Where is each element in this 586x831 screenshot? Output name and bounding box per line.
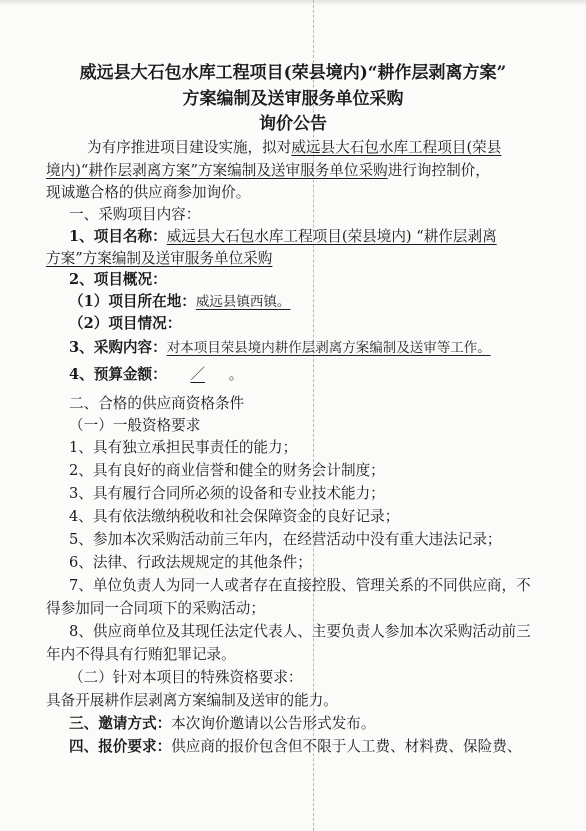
item4-label: 4、预算金额： <box>69 366 167 383</box>
req-item-1: 1、具有独立承担民事责任的能力； <box>69 439 298 456</box>
sub1-value: 威远县镇西镇。 <box>195 294 291 310</box>
item1-value: 威远县大石包水库工程项目(荣县境内) “耕作层剥离 <box>166 228 497 245</box>
req-item-4: 4、具有依法缴纳税收和社会保障资金的良好记录； <box>69 508 400 525</box>
intro-line1 <box>87 138 501 158</box>
req-item-8-line2: 年内不得具有行贿犯罪记录。 <box>46 646 236 663</box>
req-item-5: 5、参加本次采购活动前三年内，在经营活动中没有重大违法记录； <box>69 531 502 548</box>
section2-heading: 二、合格的供应商资格条件 <box>69 395 245 412</box>
item2-label: 2、项目概况： <box>69 271 167 288</box>
item4-end: 。 <box>228 366 244 383</box>
item3-label: 3、采购内容： <box>69 339 167 356</box>
doc-title-line3: 询价公告 <box>259 114 327 134</box>
intro-line2 <box>46 161 490 181</box>
section3-line <box>69 714 376 734</box>
project-name-ref-cont: 境内)“耕作层剥离方案”方案编制及送审服务单位采购 <box>46 162 388 179</box>
sub1-label: （1）项目所在地： <box>69 293 196 310</box>
sub1-line <box>69 292 290 312</box>
req-item-7-line1: 7、单位负责人为同一人或者存在直接控股、管理关系的不同供应商，不 <box>69 577 531 594</box>
req-item-8-line1: 8、供应商单位及其现任法定代表人、主要负责人参加本次采购活动前三 <box>69 623 531 640</box>
section4-text: 供应商的报价包含但不限于人工费、材料费、保险费、 <box>171 738 522 755</box>
item3-line <box>69 338 491 358</box>
item3-value: 对本项目荣县境内耕作层剥离方案编制及送审等工作。 <box>166 340 491 356</box>
item1-label: 1、项目名称： <box>69 228 167 245</box>
item1-value-cont: 方案”方案编制及送审服务单位采购 <box>46 250 273 267</box>
item4-line <box>69 365 243 385</box>
section3-label: 三、邀请方式： <box>69 715 172 732</box>
general-req-heading: （一）一般资格要求 <box>69 417 201 434</box>
doc-title-line2: 方案编制及送审服务单位采购 <box>182 89 404 109</box>
item1-line2 <box>46 249 272 269</box>
intro-text: 为有序推进项目建设实施，拟对 <box>87 139 292 156</box>
budget-value: ／ <box>190 366 206 383</box>
req-item-2: 2、具有良好的商业信誉和健全的财务会计制度； <box>69 462 385 479</box>
intro-line3: 现诚邀合格的供应商参加询价。 <box>46 184 251 201</box>
special-req-heading: （二）针对本项目的特殊资格要求： <box>69 669 303 686</box>
project-name-ref: 威远县大石包水库工程项目(荣县 <box>291 139 502 156</box>
scan-edge <box>0 0 586 6</box>
special-req-text: 具备开展耕作层剥离方案编制及送审的能力。 <box>46 692 338 709</box>
intro-text-cont: 进行询控制价， <box>387 162 490 179</box>
section3-text: 本次询价邀请以公告形式发布。 <box>171 715 376 732</box>
req-item-7-line2: 得参加同一合同项下的采购活动； <box>46 600 265 617</box>
section1-heading: 一、采购项目内容： <box>69 206 201 223</box>
item1-line1 <box>69 227 497 247</box>
req-item-6: 6、法律、行政法规规定的其他条件； <box>69 554 312 571</box>
section4-label: 四、报价要求： <box>69 738 172 755</box>
section4-line <box>69 737 521 757</box>
req-item-3: 3、具有履行合同所必须的设备和专业技术能力； <box>69 485 385 502</box>
doc-title-line1: 威远县大石包水库工程项目(荣县境内)“耕作层剥离方案” <box>79 63 507 83</box>
sub2-label: （2）项目情况： <box>69 315 182 332</box>
